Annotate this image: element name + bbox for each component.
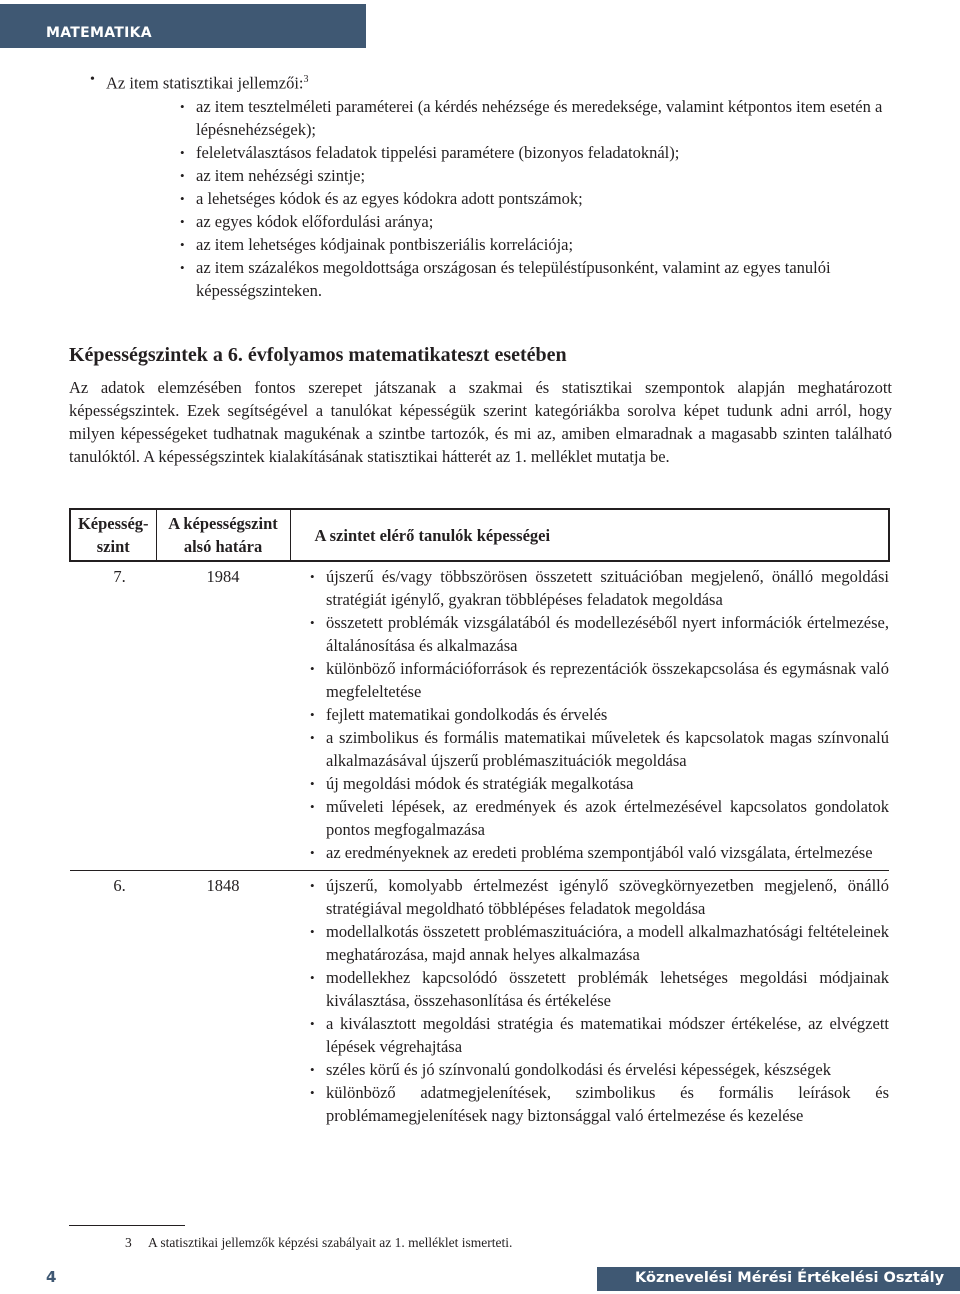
level-cell: 6. bbox=[113, 876, 126, 895]
item-characteristics-list bbox=[90, 68, 890, 302]
list-item: • összetett problémák vizsgálatából és modellezéséből nyert információk értelmezése, általánosítása és alkalmazása bbox=[310, 611, 889, 657]
lower-limit-cell: 1984 bbox=[206, 567, 240, 586]
column-header-lower-limit: A képességszint alsó határa bbox=[156, 509, 290, 561]
level-cell: 7. bbox=[113, 567, 126, 586]
abilities-cell bbox=[290, 871, 889, 1134]
list-item: • a szimbolikus és formális matematikai műveletek és kapcsolatok magas színvonalú alkalmazásával újszerű problémaszituációk megoldása bbox=[310, 726, 889, 772]
list-item: • feleletválasztásos feladatok tippelési paramétere (bizonyos feladatoknál); bbox=[180, 141, 890, 164]
section-header-tab bbox=[0, 4, 366, 48]
abilities-list bbox=[310, 565, 889, 864]
organization-name: Köznevelési Mérési Értékelési Osztály bbox=[635, 1270, 945, 1286]
list-item: • az item tesztelméleti paraméterei (a kérdés nehézsége és meredeksége, valamint kétpontos item esetén a lépésnehézségek); bbox=[180, 95, 890, 141]
table-row bbox=[70, 561, 889, 871]
list-item: • modellekhez kapcsolódó összetett problémák lehetséges megoldási módjainak kiválasztása, összehasonlítása és értékelése bbox=[310, 966, 889, 1012]
list-item: • fejlett matematikai gondolkodás és érvelés bbox=[310, 703, 889, 726]
lower-limit-cell: 1848 bbox=[206, 876, 240, 895]
page-number: 4 bbox=[46, 1268, 57, 1286]
footnote-text: A statisztikai jellemzők képzési szabályait az 1. melléklet ismerteti. bbox=[148, 1235, 513, 1250]
footnote-reference[interactable]: 3 bbox=[303, 74, 309, 85]
list-item: • új megoldási módok és stratégiák megalkotása bbox=[310, 772, 889, 795]
list-item: • széles körű és jó színvonalú gondolkodási és érvelési képességek, készségek bbox=[310, 1058, 889, 1081]
list-item-label: Az item statisztikai jellemzői: bbox=[106, 73, 304, 93]
body-paragraph: Az adatok elemzésében fontos szerepet játszanak a szakmai és statisztikai szempontok alapján meghatározott képességszintek. Ezek segítségével a tanulókat képességük szerint kategóriákba sorolva képet tudunk adni arról, hogy milyen képességeket tudhatnak magukénak a szintbe tartozók, és mi az, amiben elmaradnak a magasabb szinten található tanulóktól. A képességszintek kialakításának statisztikai hátterét az 1. melléklet mutatja be. bbox=[69, 378, 892, 466]
list-item: • különböző információforrások és reprezentációk összekapcsolása és egymásnak való megfeleltetése bbox=[310, 657, 889, 703]
footnote bbox=[125, 1235, 512, 1251]
footer-bar bbox=[597, 1267, 960, 1291]
list-item: • a lehetséges kódok és az egyes kódokra adott pontszámok; bbox=[180, 187, 890, 210]
list-item: • újszerű, komolyabb értelmezést igénylő szövegkörnyezetben megjelenő, önálló stratégiával megoldható többlépéses feladatok megoldása bbox=[310, 874, 889, 920]
footnote-number: 3 bbox=[125, 1235, 132, 1250]
sub-list bbox=[180, 95, 890, 302]
footnote-divider bbox=[69, 1225, 185, 1226]
abilities-cell bbox=[290, 561, 889, 871]
list-item bbox=[90, 68, 890, 302]
list-item: • az item nehézségi szintje; bbox=[180, 164, 890, 187]
list-item: • különböző adatmegjelenítések, szimbolikus és formális leírások és problémamegjelenítések nagy biztonsággal való értelmezése és kezelése bbox=[310, 1081, 889, 1127]
column-header-abilities: A szintet elérő tanulók képességei bbox=[314, 525, 551, 545]
table-header-row bbox=[70, 509, 889, 561]
abilities-list bbox=[310, 874, 889, 1127]
list-item: • az item lehetséges kódjainak pontbiszeriális korrelációja; bbox=[180, 233, 890, 256]
section-header-label: MATEMATIKA bbox=[46, 25, 152, 41]
list-item: • az eredményeknek az eredeti probléma szempontjából való vizsgálata, értelmezése bbox=[310, 841, 889, 864]
list-item: • az egyes kódok előfordulási aránya; bbox=[180, 210, 890, 233]
section-title: Képességszintek a 6. évfolyamos matematikateszt esetében bbox=[69, 344, 567, 366]
list-item: • műveleti lépések, az eredmények és azok értelmezésével kapcsolatos gondolatok pontos megfogalmazása bbox=[310, 795, 889, 841]
list-item: • újszerű és/vagy többszörösen összetett szituációban megjelenő, önálló megoldási stratégiát igénylő, gyakran többlépéses feladatok megoldása bbox=[310, 565, 889, 611]
list-item: • modellalkotás összetett problémaszituációra, a modell alkalmazhatósági feltételeinek meghatározása, majd annak helyes alkalmazása bbox=[310, 920, 889, 966]
table-row bbox=[70, 871, 889, 1134]
list-item: • a kiválasztott megoldási stratégia és matematikai módszer értékelése, az elvégzett lépések végrehajtása bbox=[310, 1012, 889, 1058]
list-item: • az item százalékos megoldottsága országosan és településtípusonként, valamint az egyes tanulói képességszinteken. bbox=[180, 256, 890, 302]
column-header-level: Képességszint bbox=[70, 509, 156, 561]
ability-levels-table bbox=[69, 508, 890, 1133]
